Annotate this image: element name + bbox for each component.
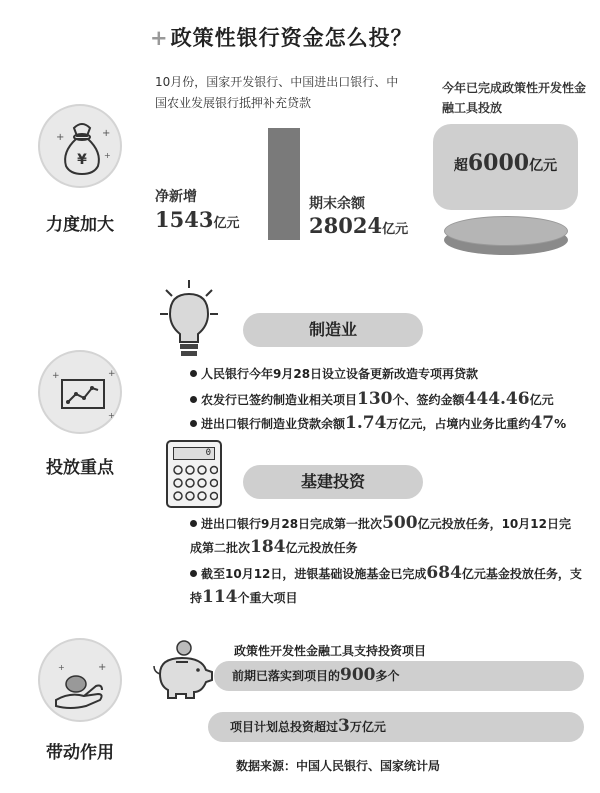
investment-text: 项目计划总投资超过3万亿元 xyxy=(230,716,386,736)
hand-coin-circle xyxy=(38,638,122,722)
manufacturing-bullet-2: 农发行已签约制造业相关项目130个、签约金额444.46亿元 xyxy=(190,389,554,409)
section-label-drive: 带动作用 xyxy=(46,743,114,763)
svg-text:+: + xyxy=(108,369,116,379)
infrastructure-bullet-2: 截至10月12日，进银基础设施基金已完成684亿元基金投放任务，支 xyxy=(190,563,582,583)
projects-text: 前期已落实到项目的900多个 xyxy=(232,665,400,685)
svg-text:+: + xyxy=(58,663,65,672)
infrastructure-bullet-1-cont: 成第二批次184亿元投放任务 xyxy=(190,537,358,557)
tool-investment-text: 今年已完成政策性开发性金融工具投放 xyxy=(442,81,587,115)
manufacturing-bullet-1: 人民银行今年9月28日设立设备更新改造专项再贷款 xyxy=(190,365,478,382)
end-balance-label: 期末余额 xyxy=(309,196,365,212)
section-label-strength: 力度加大 xyxy=(46,215,114,235)
svg-text:+: + xyxy=(56,132,65,143)
data-source: 数据来源：中国人民银行、国家统计局 xyxy=(236,759,441,773)
support-projects-heading: 政策性开发性金融工具支持投资项目 xyxy=(234,644,427,658)
svg-text:+: + xyxy=(52,371,60,381)
balance-bar xyxy=(268,128,300,240)
calculator-display: 0 xyxy=(173,447,215,460)
bullet-dot xyxy=(190,520,197,527)
svg-text:+: + xyxy=(102,128,111,139)
chart-circle xyxy=(38,350,122,434)
end-balance-value: 28024亿元 xyxy=(309,213,409,238)
calculator-keys xyxy=(172,464,218,504)
bullet-dot xyxy=(190,570,197,577)
line-chart-icon xyxy=(40,352,124,436)
piggy-bank-icon xyxy=(150,638,216,700)
net-new-value: 1543亿元 xyxy=(155,207,240,232)
money-bag-icon xyxy=(40,106,124,190)
tool-investment-value: 超6000亿元 xyxy=(453,150,558,176)
section1-intro: 10月份，国家开发银行、中国进出口银行、中国农业发展银行抵押补充贷款 xyxy=(155,75,399,110)
svg-text:+: + xyxy=(104,151,111,160)
bullet-dot xyxy=(190,420,197,427)
bullet-dot xyxy=(190,396,197,403)
section-label-focus: 投放重点 xyxy=(46,458,114,478)
calculator-icon xyxy=(166,440,222,508)
hand-coin-icon xyxy=(40,640,124,724)
plus-icon: + xyxy=(150,26,169,50)
infrastructure-bullet-1: 进出口银行9月28日完成第一批次500亿元投放任务，10月12日完 xyxy=(190,513,571,533)
bullet-dot xyxy=(190,370,197,377)
infrastructure-bullet-2-cont: 持114个重大项目 xyxy=(190,587,298,607)
page-title: +政策性银行资金怎么投？ xyxy=(150,26,413,50)
svg-text:¥: ¥ xyxy=(77,152,87,168)
infrastructure-pill: 基建投资 xyxy=(243,465,423,499)
lightbulb-icon xyxy=(158,278,220,362)
svg-text:+: + xyxy=(98,662,107,673)
money-bag-circle xyxy=(38,104,122,188)
coin-middle xyxy=(444,216,568,246)
manufacturing-pill: 制造业 xyxy=(243,313,423,347)
net-new-label: 净新增 xyxy=(155,189,197,205)
manufacturing-bullet-3: 进出口银行制造业贷款余额1.74万亿元，占境内业务比重约47% xyxy=(190,413,566,433)
svg-text:+: + xyxy=(108,411,115,420)
